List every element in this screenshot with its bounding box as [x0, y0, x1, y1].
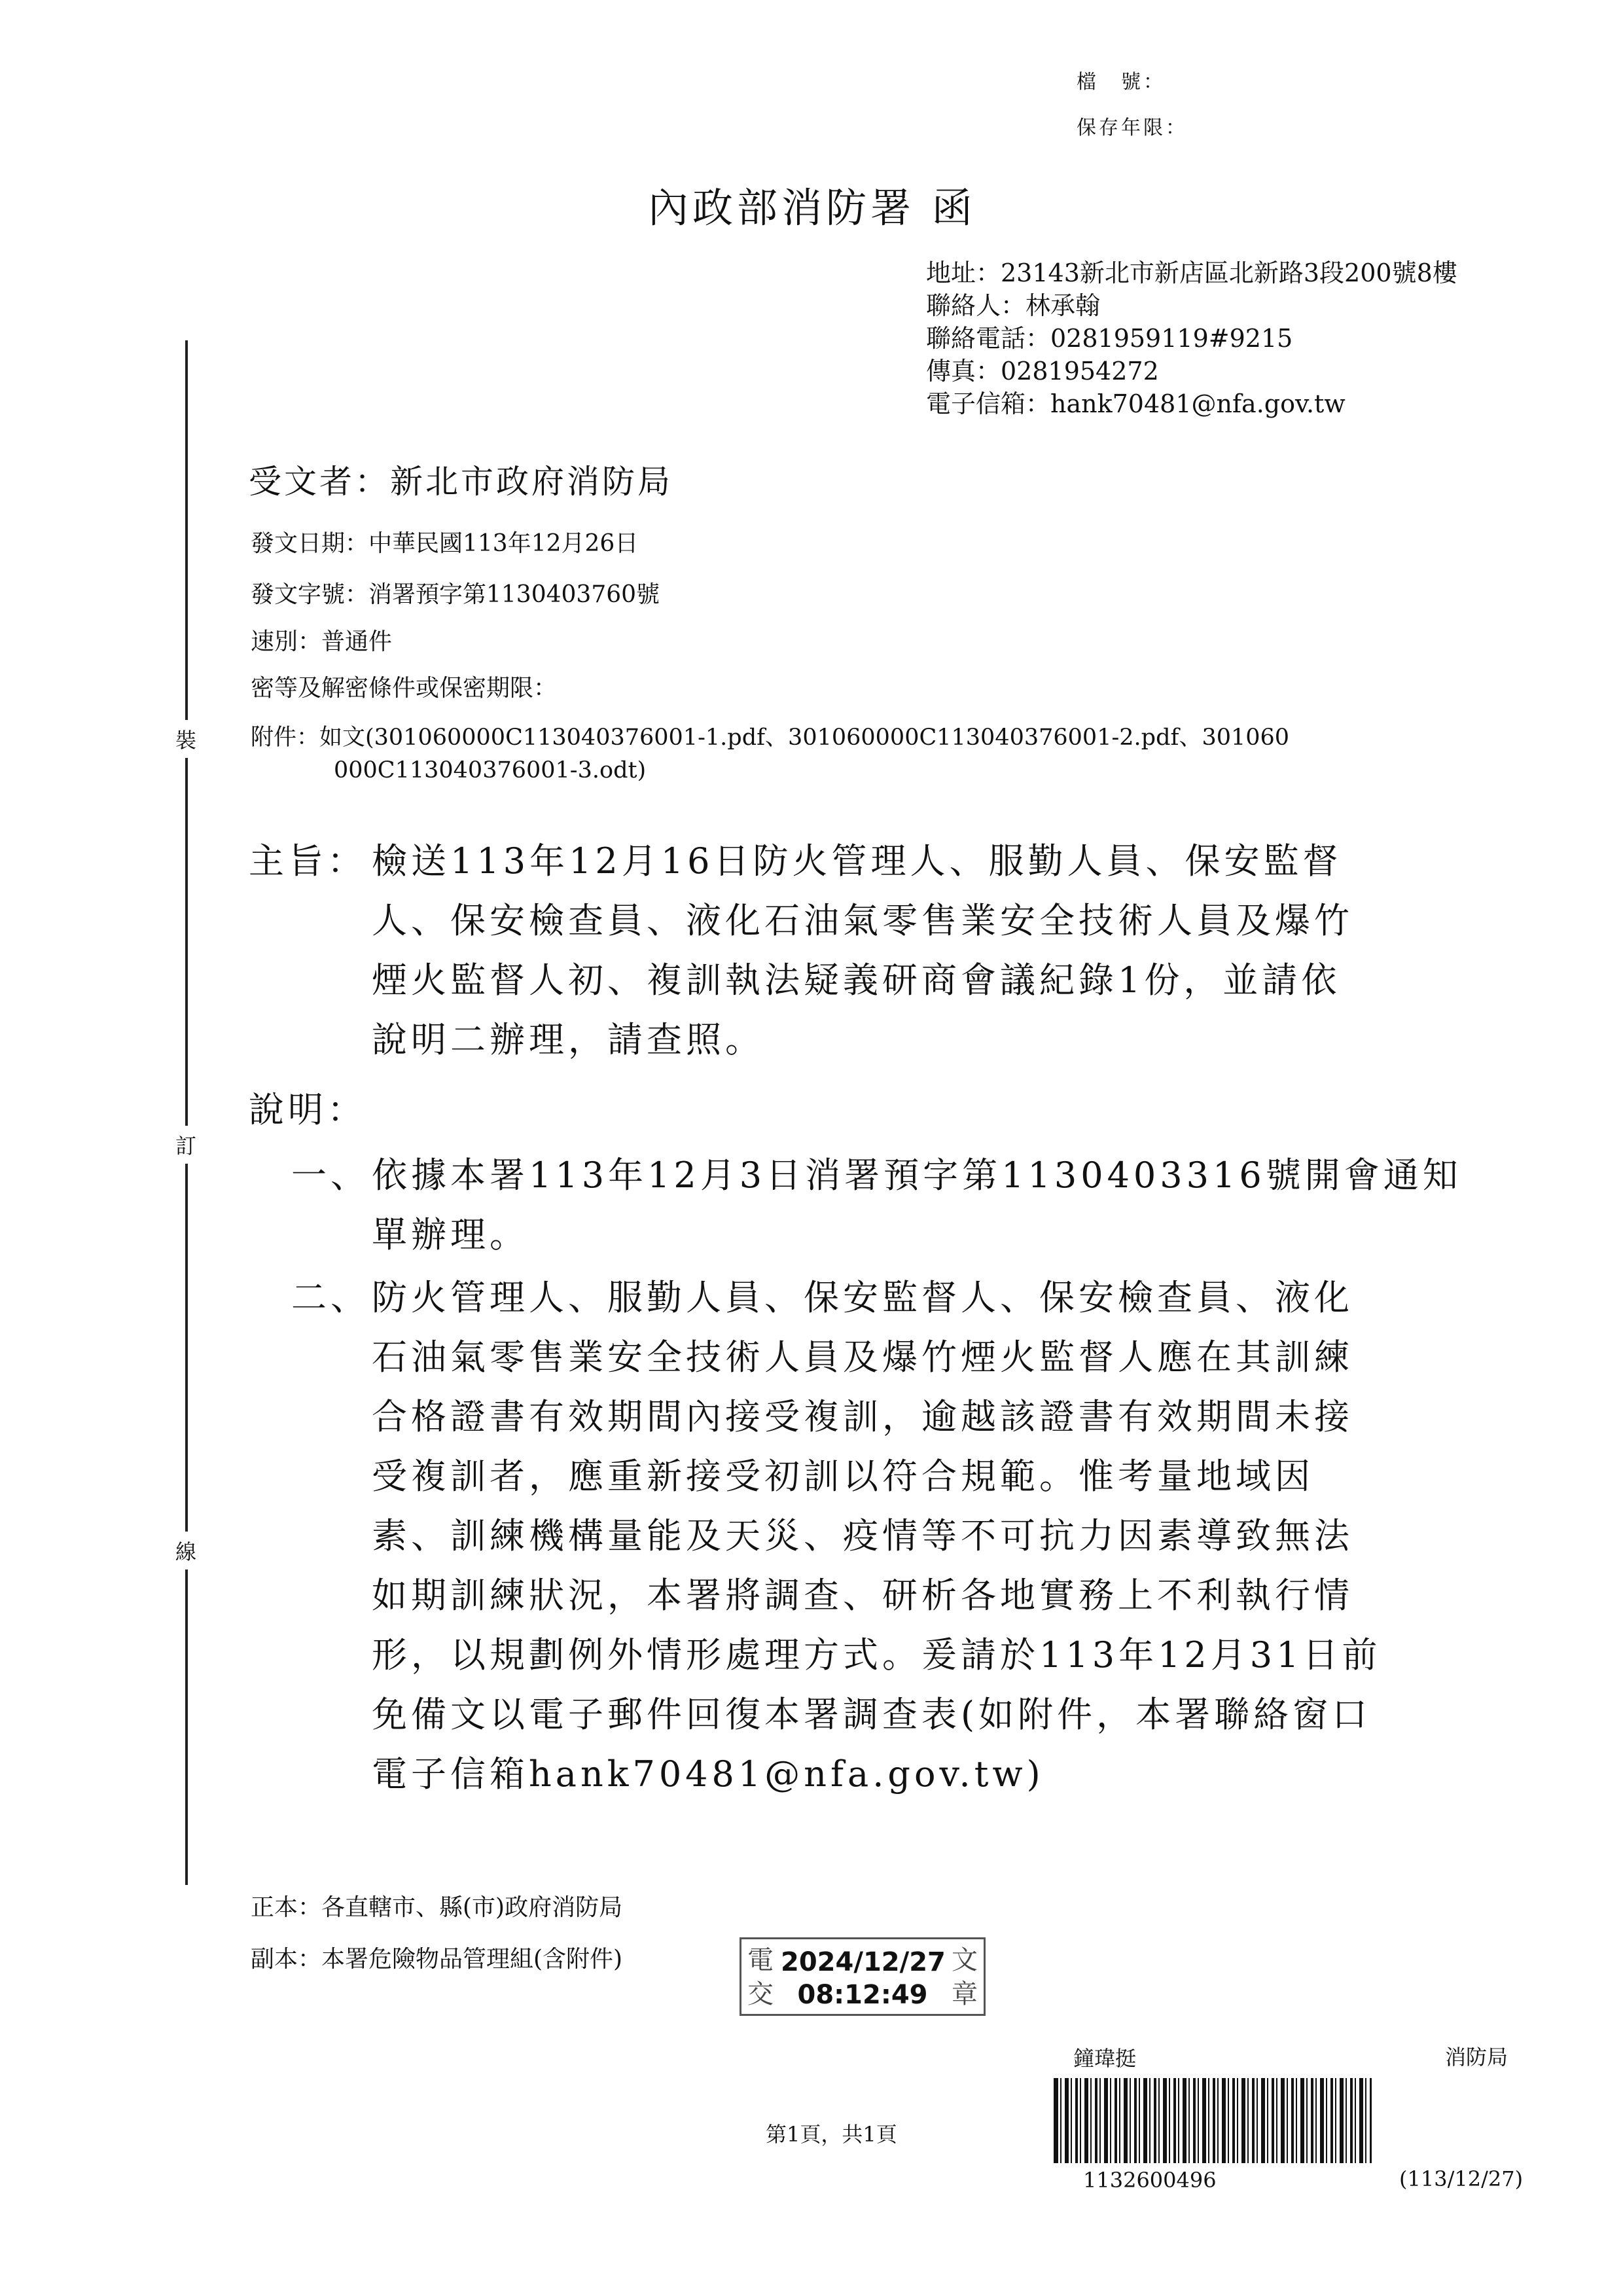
explanation-line: 電子信箱hank70481@nfa.gov.tw) [372, 1753, 1044, 1795]
barcode [1054, 2078, 1372, 2163]
attachment-line-1: 附件：如文(301060000C113040376001-1.pdf、301060000C113040376001-2.pdf、301060 [251, 725, 1290, 751]
stamp-left-chars: 電交 [747, 1945, 774, 2009]
subject-line: 檢送113年12月16日防火管理人、服勤人員、保安監督 [372, 840, 1342, 882]
retention-period-label: 保存年限： [1077, 117, 1188, 139]
receiving-dept: 消防局 [1445, 2045, 1508, 2070]
binding-mark-ding: 訂 [175, 1126, 196, 1164]
stamp-right-chars: 文章 [952, 1945, 978, 2009]
explanation-line: 形，以規劃例外情形處理方式。爰請於113年12月31日前 [372, 1634, 1382, 1676]
contact-email: 電子信箱：hank70481@nfa.gov.tw [926, 389, 1346, 418]
subject-label: 主旨： [249, 840, 366, 882]
binding-mark-xian: 線 [175, 1532, 196, 1570]
secrecy-level: 密等及解密條件或保密期限： [251, 675, 558, 702]
explanation-label: 說明： [249, 1089, 366, 1130]
recipient: 受文者：新北市政府消防局 [249, 463, 673, 501]
attachment-line-2: 000C113040376001-3.odt) [334, 757, 647, 783]
contact-address: 地址：23143新北市新店區北新路3段200號8樓 [926, 259, 1457, 287]
file-number-label: 檔 號： [1077, 71, 1166, 94]
contact-fax: 傳真：0281954272 [926, 357, 1159, 386]
explanation-line: 防火管理人、服勤人員、保安監督人、保安檢查員、液化 [372, 1277, 1353, 1318]
subject-line: 人、保安檢查員、液化石油氣零售業安全技術人員及爆竹 [372, 900, 1353, 941]
subject-line: 煙火監督人初、複訓執法疑義研商會議紀錄1份，並請依 [372, 960, 1341, 1001]
issue-date: 發文日期：中華民國113年12月26日 [251, 530, 639, 557]
speed-category: 速別：普通件 [251, 628, 393, 655]
handler-name: 鐘瑋挺 [1073, 2046, 1137, 2071]
barcode-number: 1132600496 [1083, 2168, 1217, 2193]
received-date: (113/12/27) [1399, 2166, 1524, 2191]
explanation-item-2 [372, 1268, 1382, 1804]
stamp-time: 08:12:49 [797, 1980, 928, 2010]
explanation-line: 如期訓練狀況，本署將調查、研析各地實務上不利執行情 [372, 1575, 1353, 1616]
binding-mark-zhuang: 裝 [175, 720, 196, 758]
contact-person: 聯絡人：林承翰 [926, 291, 1101, 320]
explanation-line: 單辦理。 [372, 1214, 529, 1255]
contact-block [926, 257, 1457, 420]
explanation-item-1 [372, 1145, 1462, 1265]
explanation-line: 合格證書有效期間內接受複訓，逾越該證書有效期間未接 [372, 1396, 1353, 1437]
explanation-line: 素、訓練機構量能及天災、疫情等不可抗力因素導致無法 [372, 1515, 1353, 1556]
stamp-date: 2024/12/27 [781, 1947, 946, 1977]
explanation-line: 受複訓者，應重新接受初訓以符合規範。惟考量地域因 [372, 1456, 1314, 1497]
subject-text [372, 831, 1353, 1069]
page-number: 第1頁，共1頁 [766, 2122, 897, 2147]
receipt-stamp [740, 1937, 986, 2016]
carbon-copy: 副本：本署危險物品管理組(含附件) [251, 1946, 623, 1973]
binding-line [185, 340, 188, 1885]
main-recipients: 正本：各直轄市、縣(市)政府消防局 [251, 1894, 623, 1921]
contact-phone: 聯絡電話：0281959119#9215 [926, 324, 1293, 353]
explanation-line: 依據本署113年12月3日消署預字第1130403316號開會通知 [372, 1155, 1462, 1196]
explanation-item-1-marker: 一、 [291, 1155, 370, 1196]
explanation-item-2-marker: 二、 [291, 1277, 370, 1318]
subject-line: 說明二辦理，請查照。 [372, 1019, 764, 1060]
explanation-line: 石油氣零售業安全技術人員及爆竹煙火監督人應在其訓練 [372, 1336, 1353, 1378]
document-number: 發文字號：消署預字第1130403760號 [251, 581, 660, 608]
document-title: 內政部消防署 函 [648, 184, 976, 232]
explanation-line: 免備文以電子郵件回復本署調查表(如附件，本署聯絡窗口 [372, 1694, 1372, 1735]
